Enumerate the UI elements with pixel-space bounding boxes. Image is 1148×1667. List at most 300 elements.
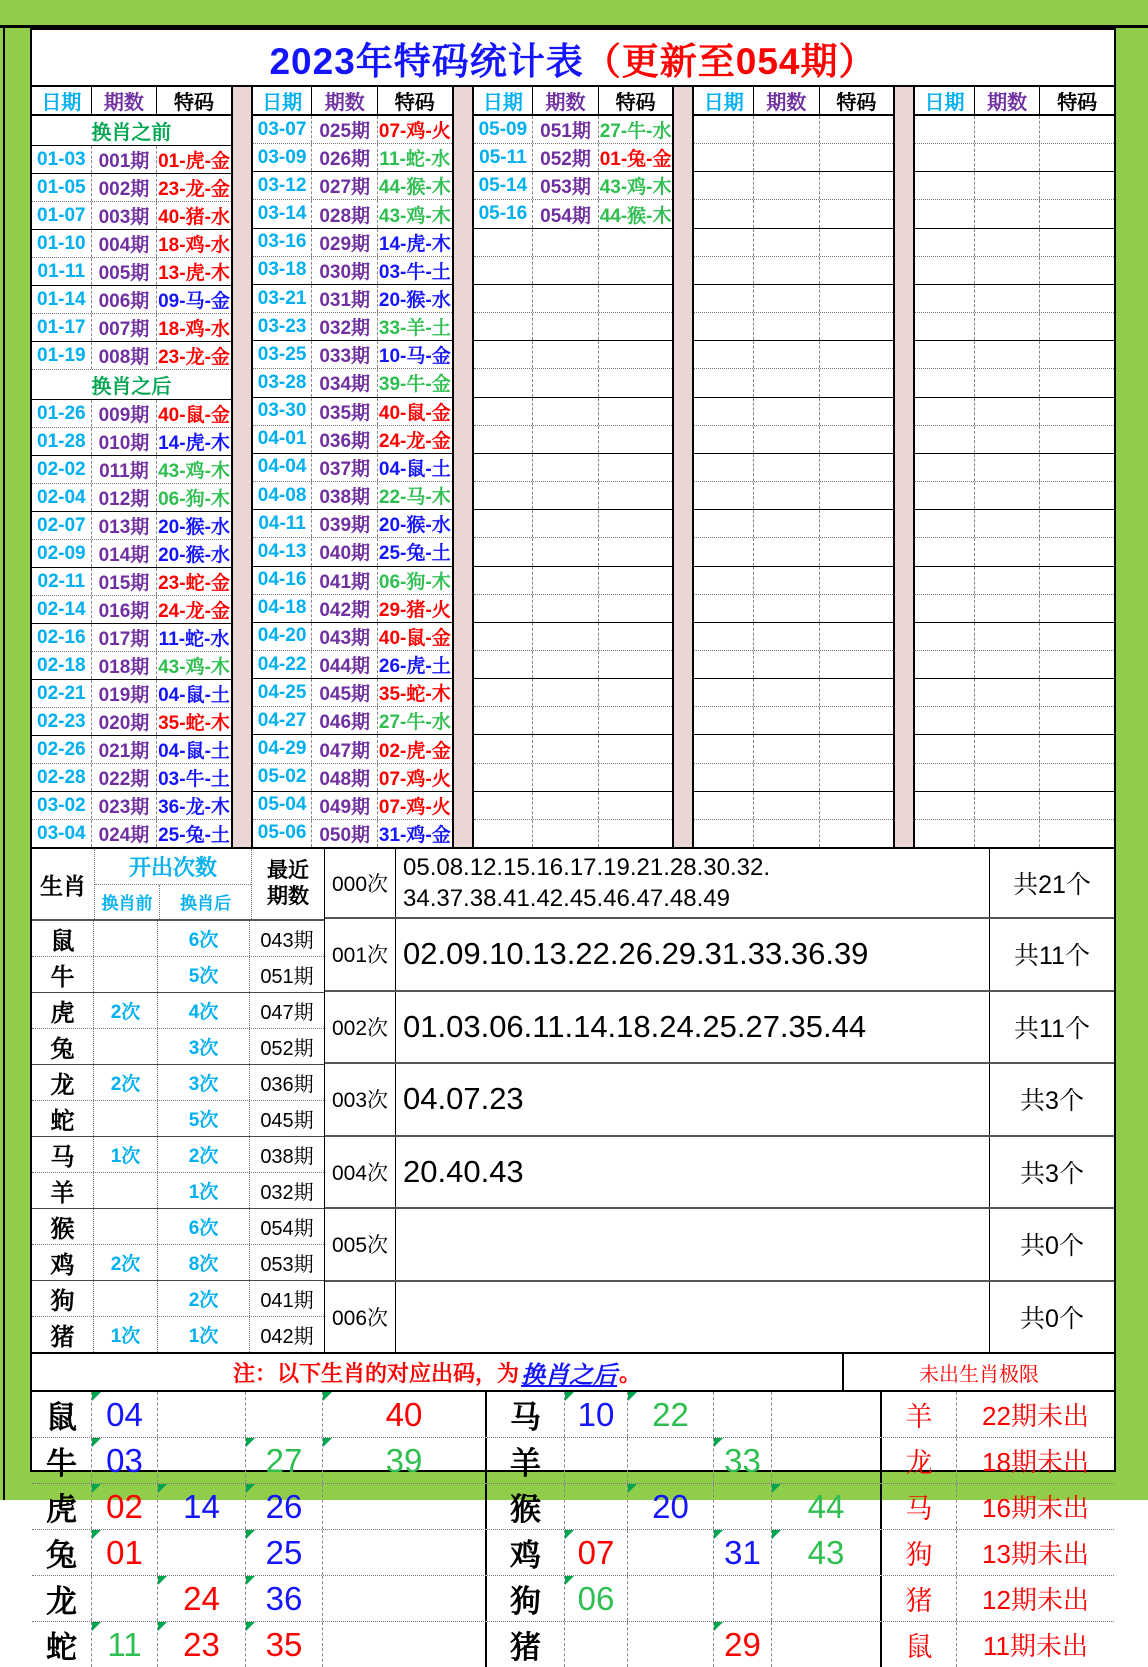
date-cell: 01-03 bbox=[32, 146, 92, 173]
freq-label: 005次 bbox=[325, 1209, 396, 1280]
code-cell: 07-鸡-火 bbox=[378, 768, 451, 790]
code-cell bbox=[599, 735, 673, 762]
code-cell bbox=[1040, 679, 1114, 706]
period-cell bbox=[975, 200, 1041, 227]
code-cell: 29-猪-火 bbox=[378, 599, 451, 621]
recent-period-cell: 047期 bbox=[260, 1002, 314, 1024]
code-cell: 04-鼠-土 bbox=[378, 458, 451, 480]
code-cell bbox=[820, 595, 894, 622]
note-link[interactable]: 换肖之后 bbox=[521, 1361, 617, 1389]
number-cell: 11 bbox=[92, 1622, 158, 1667]
table-row bbox=[474, 369, 673, 397]
zodiac-cell: 羊 bbox=[487, 1438, 565, 1483]
freq-block-003次 bbox=[325, 1064, 1114, 1137]
freq-count: 共3个 bbox=[989, 1137, 1114, 1208]
table-row bbox=[474, 285, 673, 313]
code-cell: 24-龙-金 bbox=[378, 430, 451, 452]
date-cell bbox=[915, 200, 975, 227]
code-column-header: 特码 bbox=[174, 92, 214, 114]
group-header-row bbox=[253, 87, 452, 116]
after-header: 换肖后 bbox=[180, 894, 231, 914]
freq-numbers bbox=[396, 1282, 989, 1353]
freq-block-000次 bbox=[325, 849, 1114, 919]
number-cell bbox=[323, 1622, 487, 1667]
period-cell bbox=[754, 341, 820, 368]
freq-numbers-line: 02.09.10.13.22.26.29.31.33.36.39 bbox=[403, 936, 869, 972]
date-cell: 02-09 bbox=[32, 540, 92, 567]
date-cell: 03-28 bbox=[253, 369, 313, 396]
period-cell bbox=[975, 707, 1041, 734]
number-cell: 43 bbox=[772, 1530, 882, 1575]
table-row bbox=[253, 538, 452, 566]
table-row bbox=[32, 708, 231, 736]
period-cell: 031期 bbox=[312, 285, 378, 312]
table-row bbox=[915, 538, 1114, 566]
left-border-line bbox=[3, 25, 5, 1500]
bottom-table-row bbox=[32, 1622, 1114, 1667]
period-cell: 005期 bbox=[92, 258, 158, 285]
code-cell: 06-狗-木 bbox=[158, 489, 230, 510]
code-cell: 01-虎-金 bbox=[158, 151, 230, 172]
title-main: 2023年特码统计表 bbox=[269, 40, 584, 82]
period-cell: 024期 bbox=[92, 820, 158, 847]
code-cell bbox=[820, 735, 894, 762]
table-row bbox=[32, 680, 231, 708]
code-cell: 02-虎-金 bbox=[378, 740, 451, 762]
table-row bbox=[253, 200, 452, 228]
code-cell: 11-蛇-水 bbox=[158, 629, 230, 650]
period-cell bbox=[975, 820, 1041, 847]
table-row bbox=[253, 144, 452, 172]
date-cell bbox=[474, 313, 534, 340]
period-cell: 048期 bbox=[312, 764, 378, 791]
period-column-header: 期数 bbox=[754, 87, 820, 114]
code-cell bbox=[599, 623, 673, 650]
recent-period-cell: 032期 bbox=[260, 1182, 314, 1204]
freq-count: 共3个 bbox=[989, 1064, 1114, 1135]
table-row bbox=[32, 146, 231, 174]
table-row bbox=[474, 623, 673, 651]
table-row bbox=[915, 426, 1114, 454]
table-row bbox=[915, 595, 1114, 623]
date-cell: 04-29 bbox=[253, 735, 313, 762]
code-cell bbox=[820, 172, 894, 199]
period-cell bbox=[975, 595, 1041, 622]
zodiac-stats-table bbox=[32, 849, 325, 1352]
date-cell: 02-23 bbox=[32, 708, 92, 735]
date-cell bbox=[694, 623, 754, 650]
freq-count: 共11个 bbox=[989, 919, 1114, 990]
period-cell bbox=[533, 679, 599, 706]
period-cell bbox=[533, 820, 599, 847]
period-cell: 021期 bbox=[92, 736, 158, 763]
table-row bbox=[253, 341, 452, 369]
period-column-header: 期数 bbox=[312, 87, 378, 114]
date-cell bbox=[915, 229, 975, 256]
date-cell: 04-20 bbox=[253, 623, 313, 650]
limit-text-cell: 11期未出 bbox=[983, 1631, 1088, 1661]
zodiac-cell: 牛 bbox=[32, 1438, 92, 1483]
date-cell bbox=[694, 200, 754, 227]
code-cell bbox=[1040, 820, 1114, 847]
number-cell bbox=[323, 1530, 487, 1575]
limit-zodiac-cell: 羊 bbox=[882, 1392, 957, 1437]
code-column-header: 特码 bbox=[394, 92, 435, 114]
table-row bbox=[474, 398, 673, 426]
table-row bbox=[253, 426, 452, 454]
zodiac-stats-row bbox=[32, 1137, 324, 1173]
zodiac-cell: 猴 bbox=[32, 1209, 94, 1244]
freq-numbers bbox=[396, 919, 989, 990]
code-cell bbox=[820, 200, 894, 227]
date-cell bbox=[474, 285, 534, 312]
freq-label: 004次 bbox=[325, 1137, 396, 1208]
zodiac-stats-row bbox=[32, 1209, 324, 1245]
table-row bbox=[915, 172, 1114, 200]
table-row bbox=[253, 369, 452, 397]
date-cell bbox=[474, 229, 534, 256]
code-cell: 40-鼠-金 bbox=[158, 405, 230, 426]
number-cell bbox=[565, 1484, 628, 1529]
code-cell bbox=[1040, 764, 1114, 791]
date-cell bbox=[474, 426, 534, 453]
code-cell bbox=[599, 341, 673, 368]
count-after-cell: 1次 bbox=[158, 1173, 250, 1208]
limit-zodiac-cell: 鼠 bbox=[882, 1622, 957, 1667]
code-cell bbox=[599, 313, 673, 340]
code-cell: 23-龙-金 bbox=[158, 179, 230, 200]
count-after-cell: 3次 bbox=[158, 1065, 250, 1100]
recent-period-cell: 042期 bbox=[260, 1326, 314, 1348]
zodiac-stats-row bbox=[32, 1317, 324, 1352]
number-cell: 14 bbox=[158, 1484, 246, 1529]
date-cell: 02-04 bbox=[32, 484, 92, 511]
count-before-cell: 2次 bbox=[94, 993, 158, 1028]
period-cell: 006期 bbox=[92, 286, 158, 313]
period-cell: 025期 bbox=[312, 116, 378, 143]
number-cell: 23 bbox=[158, 1622, 246, 1667]
period-cell: 012期 bbox=[92, 484, 158, 511]
table-row bbox=[474, 735, 673, 763]
table-row bbox=[474, 200, 673, 228]
table-row bbox=[915, 567, 1114, 595]
note-row bbox=[32, 1352, 1114, 1392]
freq-count: 共11个 bbox=[989, 992, 1114, 1063]
limit-text-cell: 13期未出 bbox=[982, 1539, 1089, 1569]
code-cell: 20-猴-水 bbox=[158, 517, 230, 538]
period-cell bbox=[533, 398, 599, 425]
code-cell bbox=[599, 595, 673, 622]
freq-numbers bbox=[396, 1064, 989, 1135]
code-cell bbox=[1040, 482, 1114, 509]
group-header-row bbox=[694, 87, 893, 116]
number-cell bbox=[714, 1576, 772, 1621]
table-row bbox=[694, 116, 893, 144]
period-cell: 018期 bbox=[92, 652, 158, 679]
number-cell: 25 bbox=[246, 1530, 323, 1575]
zodiac-cell: 猪 bbox=[32, 1317, 94, 1352]
date-cell bbox=[915, 623, 975, 650]
date-cell bbox=[915, 595, 975, 622]
period-cell: 019期 bbox=[92, 680, 158, 707]
date-cell: 01-14 bbox=[32, 286, 92, 313]
table-row bbox=[915, 341, 1114, 369]
limit-zodiac-cell: 龙 bbox=[882, 1438, 957, 1483]
zodiac-stats-row bbox=[32, 1245, 324, 1281]
date-cell: 03-25 bbox=[253, 341, 313, 368]
period-column-header: 期数 bbox=[975, 87, 1041, 114]
table-row bbox=[253, 116, 452, 144]
date-cell: 03-21 bbox=[253, 285, 313, 312]
number-cell: 39 bbox=[323, 1438, 487, 1483]
table-row bbox=[694, 651, 893, 679]
number-cell bbox=[246, 1392, 323, 1437]
zodiac-cell: 猴 bbox=[487, 1484, 565, 1529]
frequency-blocks bbox=[325, 849, 1114, 1352]
number-cell bbox=[158, 1392, 246, 1437]
period-cell bbox=[533, 369, 599, 396]
period-cell: 002期 bbox=[92, 174, 158, 201]
date-cell bbox=[915, 369, 975, 396]
group-body bbox=[694, 116, 893, 847]
period-cell bbox=[975, 257, 1041, 284]
number-cell: 06 bbox=[565, 1576, 628, 1621]
date-cell bbox=[474, 567, 534, 594]
period-cell: 053期 bbox=[533, 172, 599, 199]
code-cell bbox=[599, 567, 673, 594]
table-row bbox=[253, 679, 452, 707]
code-cell bbox=[820, 313, 894, 340]
freq-numbers-line: 34.37.38.41.42.45.46.47.48.49 bbox=[403, 885, 730, 912]
period-cell: 007期 bbox=[92, 314, 158, 341]
date-cell: 03-23 bbox=[253, 313, 313, 340]
code-cell bbox=[1040, 398, 1114, 425]
count-before-cell bbox=[94, 1173, 158, 1208]
code-cell: 14-虎-木 bbox=[158, 433, 230, 454]
table-row bbox=[474, 651, 673, 679]
date-column-header: 日期 bbox=[253, 87, 313, 114]
date-cell bbox=[915, 313, 975, 340]
bottom-table-row bbox=[32, 1530, 1114, 1576]
table-row bbox=[474, 764, 673, 792]
table-row bbox=[32, 764, 231, 792]
date-cell bbox=[474, 482, 534, 509]
number-cell: 02 bbox=[92, 1484, 158, 1529]
table-row bbox=[32, 286, 231, 314]
date-cell bbox=[694, 341, 754, 368]
date-cell bbox=[915, 144, 975, 171]
limit-zodiac-cell: 猪 bbox=[882, 1576, 957, 1621]
period-cell: 043期 bbox=[312, 623, 378, 650]
table-row bbox=[915, 229, 1114, 257]
count-after-cell: 6次 bbox=[158, 1209, 250, 1244]
code-cell: 01-兔-金 bbox=[599, 149, 672, 171]
period-cell bbox=[533, 257, 599, 284]
period-cell: 033期 bbox=[312, 341, 378, 368]
date-cell bbox=[474, 369, 534, 396]
period-cell bbox=[975, 482, 1041, 509]
table-row bbox=[694, 369, 893, 397]
period-table-group-5 bbox=[915, 87, 1114, 847]
count-after-cell: 6次 bbox=[158, 921, 250, 956]
code-cell bbox=[599, 679, 673, 706]
table-row bbox=[474, 538, 673, 566]
table-row bbox=[915, 764, 1114, 792]
limit-header: 未出生肖极限 bbox=[842, 1354, 1114, 1390]
code-cell bbox=[1040, 538, 1114, 565]
table-row bbox=[694, 454, 893, 482]
period-cell bbox=[754, 707, 820, 734]
table-row bbox=[32, 314, 231, 342]
date-cell: 01-17 bbox=[32, 314, 92, 341]
period-cell bbox=[975, 567, 1041, 594]
period-cell bbox=[975, 538, 1041, 565]
period-cell bbox=[754, 257, 820, 284]
count-before-cell bbox=[94, 1101, 158, 1136]
code-cell: 04-鼠-土 bbox=[158, 741, 230, 762]
date-cell bbox=[474, 510, 534, 537]
table-row bbox=[694, 567, 893, 595]
table-row bbox=[915, 454, 1114, 482]
period-cell: 028期 bbox=[312, 200, 378, 227]
table-row bbox=[32, 624, 231, 652]
freq-block-004次 bbox=[325, 1137, 1114, 1210]
period-cell bbox=[533, 707, 599, 734]
freq-numbers bbox=[396, 849, 989, 917]
table-row bbox=[694, 623, 893, 651]
date-cell bbox=[694, 454, 754, 481]
code-cell bbox=[1040, 651, 1114, 678]
code-cell: 43-鸡-木 bbox=[378, 205, 451, 227]
number-cell bbox=[323, 1576, 487, 1621]
code-cell: 20-猴-水 bbox=[378, 290, 451, 312]
recent-header: 最近期数 bbox=[267, 858, 309, 908]
period-cell bbox=[754, 285, 820, 312]
period-table-group-3 bbox=[474, 87, 673, 847]
period-cell: 015期 bbox=[92, 568, 158, 595]
date-cell: 04-04 bbox=[253, 454, 313, 481]
freq-block-001次 bbox=[325, 919, 1114, 992]
table-row bbox=[694, 764, 893, 792]
table-row bbox=[474, 820, 673, 847]
count-after-cell: 1次 bbox=[158, 1317, 250, 1352]
period-cell bbox=[975, 229, 1041, 256]
period-cell: 010期 bbox=[92, 428, 158, 455]
code-cell: 20-猴-水 bbox=[378, 515, 451, 537]
table-row bbox=[694, 285, 893, 313]
table-row bbox=[694, 482, 893, 510]
table-row bbox=[32, 792, 231, 820]
number-cell: 24 bbox=[158, 1576, 246, 1621]
zodiac-cell: 猪 bbox=[487, 1622, 565, 1667]
date-cell bbox=[694, 257, 754, 284]
period-cell: 034期 bbox=[312, 369, 378, 396]
date-cell: 01-26 bbox=[32, 400, 92, 427]
period-cell: 035期 bbox=[312, 398, 378, 425]
period-cell bbox=[533, 651, 599, 678]
code-cell bbox=[820, 285, 894, 312]
date-cell bbox=[474, 454, 534, 481]
table-row bbox=[915, 820, 1114, 847]
table-row bbox=[915, 313, 1114, 341]
period-cell: 041期 bbox=[312, 567, 378, 594]
title-suffix: （更新至054期） bbox=[583, 40, 877, 82]
date-cell bbox=[915, 567, 975, 594]
bottom-table-row bbox=[32, 1484, 1114, 1530]
period-cell bbox=[754, 792, 820, 819]
group-body bbox=[915, 116, 1114, 847]
freq-label: 001次 bbox=[325, 919, 396, 990]
group-body bbox=[474, 116, 673, 847]
date-cell bbox=[474, 679, 534, 706]
period-cell bbox=[975, 398, 1041, 425]
zodiac-cell: 蛇 bbox=[32, 1622, 92, 1667]
period-table-group-4 bbox=[694, 87, 893, 847]
zodiac-cell: 鼠 bbox=[32, 1392, 92, 1437]
table-row bbox=[694, 595, 893, 623]
zodiac-stats-row bbox=[32, 1281, 324, 1317]
recent-period-cell: 043期 bbox=[260, 930, 314, 952]
period-cell bbox=[754, 595, 820, 622]
period-cell bbox=[975, 735, 1041, 762]
period-cell bbox=[533, 623, 599, 650]
date-cell: 03-12 bbox=[253, 172, 313, 199]
date-column-header: 日期 bbox=[32, 87, 92, 114]
number-cell bbox=[92, 1576, 158, 1621]
note-prefix: 注：以下生肖的对应出码，为 bbox=[232, 1360, 519, 1386]
date-cell: 04-25 bbox=[253, 679, 313, 706]
table-row bbox=[694, 313, 893, 341]
number-cell: 27 bbox=[246, 1438, 323, 1483]
table-row bbox=[253, 623, 452, 651]
date-cell bbox=[694, 792, 754, 819]
period-cell bbox=[975, 426, 1041, 453]
limit-zodiac-cell: 狗 bbox=[882, 1530, 957, 1575]
period-table-group-1 bbox=[32, 87, 231, 847]
code-cell: 04-鼠-土 bbox=[158, 685, 230, 706]
period-cell bbox=[533, 426, 599, 453]
code-cell bbox=[820, 144, 894, 171]
period-cell: 003期 bbox=[92, 202, 158, 229]
table-row bbox=[474, 567, 673, 595]
date-cell: 02-07 bbox=[32, 512, 92, 539]
number-cell bbox=[565, 1622, 628, 1667]
freq-numbers bbox=[396, 1209, 989, 1280]
period-cell: 013期 bbox=[92, 512, 158, 539]
date-cell: 05-06 bbox=[253, 820, 313, 847]
date-cell bbox=[915, 482, 975, 509]
zodiac-header: 生肖 bbox=[32, 849, 95, 919]
number-cell: 26 bbox=[246, 1484, 323, 1529]
before-header: 换肖前 bbox=[95, 885, 160, 920]
table-row bbox=[253, 820, 452, 847]
number-cell: 44 bbox=[772, 1484, 882, 1529]
code-cell bbox=[820, 792, 894, 819]
recent-period-cell: 053期 bbox=[260, 1254, 314, 1276]
table-row bbox=[915, 707, 1114, 735]
table-row bbox=[694, 820, 893, 847]
date-cell bbox=[474, 707, 534, 734]
period-cell: 004期 bbox=[92, 230, 158, 257]
table-row bbox=[32, 174, 231, 202]
date-cell: 02-02 bbox=[32, 456, 92, 483]
date-cell bbox=[694, 567, 754, 594]
number-cell bbox=[628, 1530, 714, 1575]
count-before-cell: 1次 bbox=[94, 1137, 158, 1172]
freq-label: 000次 bbox=[325, 849, 396, 917]
period-cell bbox=[754, 735, 820, 762]
period-cell: 037期 bbox=[312, 454, 378, 481]
